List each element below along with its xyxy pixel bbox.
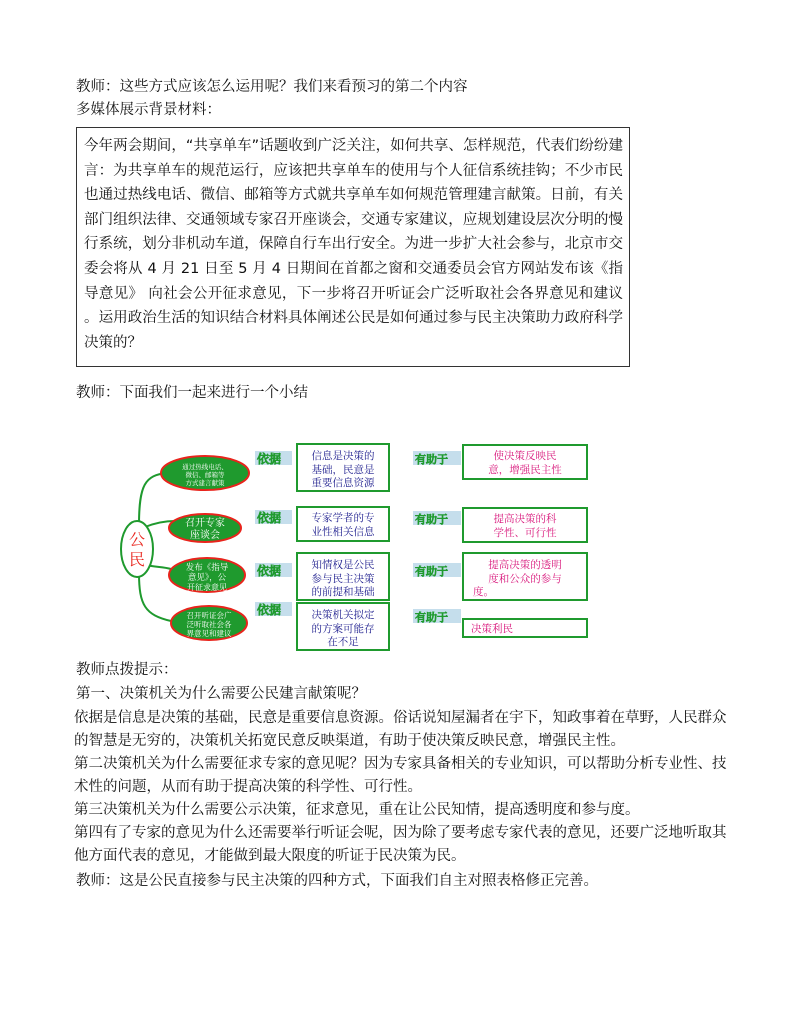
intro-line-2: 多媒体展示背景材料： [76, 102, 221, 118]
svg-text:依据: 依据 [257, 564, 282, 578]
svg-text:基础，民意是: 基础，民意是 [311, 464, 375, 476]
diagram-row-4 [171, 602, 587, 650]
svg-text:意见》，公: 意见》，公 [187, 573, 227, 583]
svg-text:有助于: 有助于 [415, 453, 448, 466]
svg-text:泛听取社会各: 泛听取社会各 [186, 620, 232, 629]
center-label-1: 公 [128, 530, 146, 549]
svg-text:知情权是公民: 知情权是公民 [311, 559, 375, 571]
svg-text:决策机关拟定: 决策机关拟定 [311, 609, 375, 621]
svg-text:度和公众的参与: 度和公众的参与 [488, 573, 562, 585]
closing-line: 教师：这是公民直接参与民主决策的四种方式，下面我们自主对照表格修正完善。 [76, 873, 598, 889]
svg-text:意，增强民主性: 意，增强民主性 [488, 464, 562, 476]
summary-intro: 教师：下面我们一起来进行一个小结 [76, 385, 308, 401]
svg-text:提高决策的透明: 提高决策的透明 [488, 559, 562, 571]
center-label-2: 民 [128, 550, 146, 569]
svg-text:学性、可行性: 学性、可行性 [493, 527, 557, 539]
svg-text:微信、邮箱等: 微信、邮箱等 [185, 471, 225, 479]
svg-text:提高决策的科: 提高决策的科 [493, 513, 557, 525]
svg-text:依据: 依据 [257, 603, 282, 617]
question-1-title: 第一、决策机关为什么需要公民建言献策呢？ [76, 686, 366, 702]
material-text: 今年两会期间，“共享单车”话题收到广泛关注，如何共享、怎样规范，代表们纷纷建言：为共享单车的规范运行，应该把共享单车的使用与个人征信系统挂钩；不少市民也通过热线电话、微信、邮箱等方式就共享单车如何规范管理建言献策。日前，有关部门组织法律、交通领域专家召开座谈会，交通专家建议，应规划建设层次分明的慢行系统，划分非机动车道，保障自行车出行安全。为进一步扩大社会参与，北京市交委会将从 4 月 21 日至 5 月 4 日期间在首都之窗和交通委员会官方网站发布该《指导意见》 向社会公开征求意见，下一步将召开听证会广泛听取社会各界意见和建议 。运用政治生活的知识结合材料具体阐述公民是如何通过参与民主决策助力政府科学决策的？ [84, 138, 623, 351]
svg-text:业性相关信息: 业性相关信息 [311, 526, 375, 538]
diagram-row-1 [161, 444, 587, 491]
diagram-row-3 [169, 553, 587, 600]
paragraph-1: 依据是信息是决策的基础，民意是重要信息资源。俗话说知屋漏者在宇下，知政事着在草野，人民群众的智慧是无穷的，决策机关拓宽民意反映渠道，有助于使决策反映民意，增强民主性。 [74, 710, 727, 749]
svg-text:度。: 度。 [473, 586, 494, 598]
material-box [76, 127, 630, 367]
paragraph-3: 第三决策机关为什么需要公示决策，征求意见，重在让公民知情，提高透明度和参与度。 [74, 802, 640, 818]
svg-text:依据: 依据 [257, 452, 282, 466]
hint-title: 教师点拨提示： [76, 662, 178, 678]
svg-text:界意见和建议: 界意见和建议 [186, 629, 232, 638]
paragraph-2: 第二决策机关为什么需要征求专家的意见呢？因为专家具备相关的专业知识，可以帮助分析专业性、技术性的问题，从而有助于提高决策的科学性、可行性。 [74, 756, 727, 795]
svg-text:通过热线电话、: 通过热线电话、 [182, 463, 228, 471]
svg-text:使决策反映民: 使决策反映民 [493, 450, 557, 462]
svg-text:信息是决策的: 信息是决策的 [311, 450, 375, 462]
svg-text:决策利民: 决策利民 [471, 623, 513, 635]
svg-text:开征求意见: 开征求意见 [187, 583, 227, 592]
svg-text:依据: 依据 [257, 511, 282, 525]
svg-text:有助于: 有助于 [415, 611, 448, 624]
svg-text:重要信息资源: 重要信息资源 [311, 477, 375, 489]
svg-text:专家学者的专: 专家学者的专 [311, 512, 375, 524]
intro-line-1: 教师：这些方式应该怎么运用呢？我们来看预习的第二个内容 [76, 79, 468, 95]
svg-text:发布《指导: 发布《指导 [185, 563, 229, 573]
svg-text:的前提和基础: 的前提和基础 [311, 586, 375, 598]
svg-text:有助于: 有助于 [415, 513, 448, 526]
summary-diagram [115, 415, 615, 655]
diagram-row-2 [169, 507, 587, 542]
svg-text:召开听证会广: 召开听证会广 [186, 611, 232, 620]
svg-text:在不足: 在不足 [327, 636, 359, 648]
paragraph-4: 第四有了专家的意见为什么还需要举行听证会呢，因为除了要考虑专家代表的意见，还要广泛地听取其他方面代表的意见，才能做到最大限度的听证于民决策为民。 [74, 825, 727, 864]
svg-text:座谈会: 座谈会 [190, 530, 220, 541]
svg-text:召开专家: 召开专家 [185, 518, 225, 529]
svg-text:参与民主决策: 参与民主决策 [311, 573, 375, 585]
svg-text:方式建言献策: 方式建言献策 [185, 479, 225, 487]
svg-text:有助于: 有助于 [415, 565, 448, 578]
svg-text:的方案可能存: 的方案可能存 [311, 623, 375, 635]
